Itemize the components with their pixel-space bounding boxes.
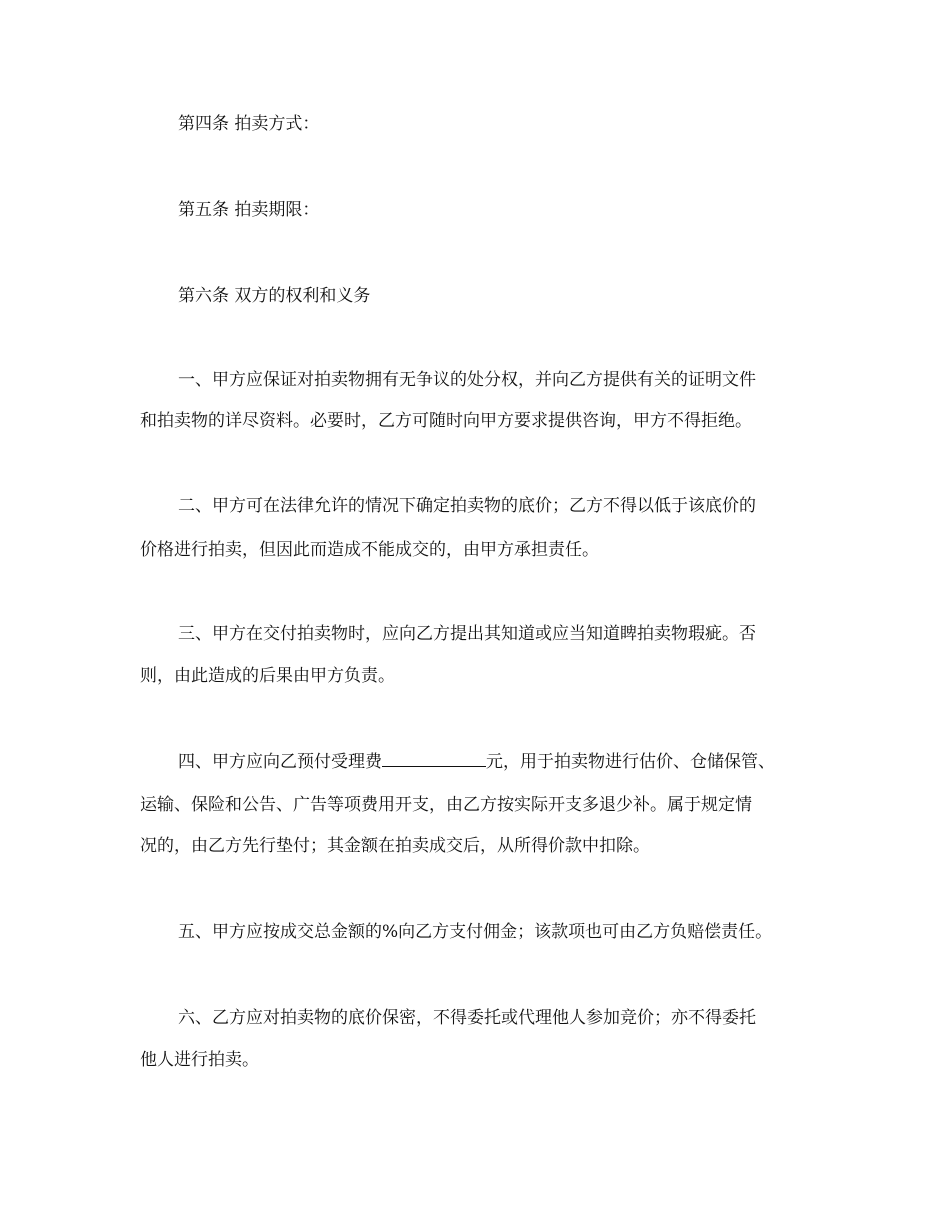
clause-5-line-1: 五、甲方应按成交总金额的%向乙方支付佣金；该款项也可由乙方负赔偿责任。 [178, 922, 773, 942]
article-4 [178, 114, 820, 134]
clause-4-text-before-blank: 四、甲方应向乙预付受理费 [178, 752, 382, 772]
clause-4-line-2: 运输、保险和公告、广告等项费用开支，由乙方按实际开支多退少补。属于规定情 [140, 795, 752, 815]
clause-4-text-after-blank: 元，用于拍卖物进行估价、仓储保管、 [486, 752, 775, 772]
article-6-title: 双方的权利和义务 [234, 286, 371, 306]
clause-1-line-1: 一、甲方应保证对拍卖物拥有无争议的处分权，并向乙方提供有关的证明文件 [178, 370, 756, 390]
fee-amount-blank [382, 750, 486, 767]
clause-4-line-3: 况的，由乙方先行垫付；其金额在拍卖成交后，从所得价款中扣除。 [140, 836, 650, 856]
article-5-heading: 第五条 [178, 200, 229, 220]
article-5-title: 拍卖期限： [234, 200, 320, 220]
clause-4-line-1 [178, 750, 820, 772]
clause-2-line-2: 价格进行拍卖，但因此而造成不能成交的，由甲方承担责任。 [140, 540, 599, 560]
article-6-heading: 第六条 [178, 286, 229, 306]
article-4-title: 拍卖方式： [234, 114, 320, 134]
clause-3-line-1: 三、甲方在交付拍卖物时，应向乙方提出其知道或应当知道睥拍卖物瑕疵。否 [178, 624, 756, 644]
article-5 [178, 200, 820, 220]
clause-3-line-2: 则，由此造成的后果由甲方负责。 [140, 666, 395, 686]
clause-6-line-2: 他人进行拍卖。 [140, 1050, 259, 1070]
clause-2-line-1: 二、甲方可在法律允许的情况下确定拍卖物的底价；乙方不得以低于该底价的 [178, 496, 756, 516]
article-6 [178, 286, 820, 306]
article-4-heading: 第四条 [178, 114, 229, 134]
clause-1-line-2: 和拍卖物的详尽资料。必要时，乙方可随时向甲方要求提供咨询，甲方不得拒绝。 [140, 411, 752, 431]
clause-6-line-1: 六、乙方应对拍卖物的底价保密，不得委托或代理他人参加竞价；亦不得委托 [178, 1008, 756, 1028]
